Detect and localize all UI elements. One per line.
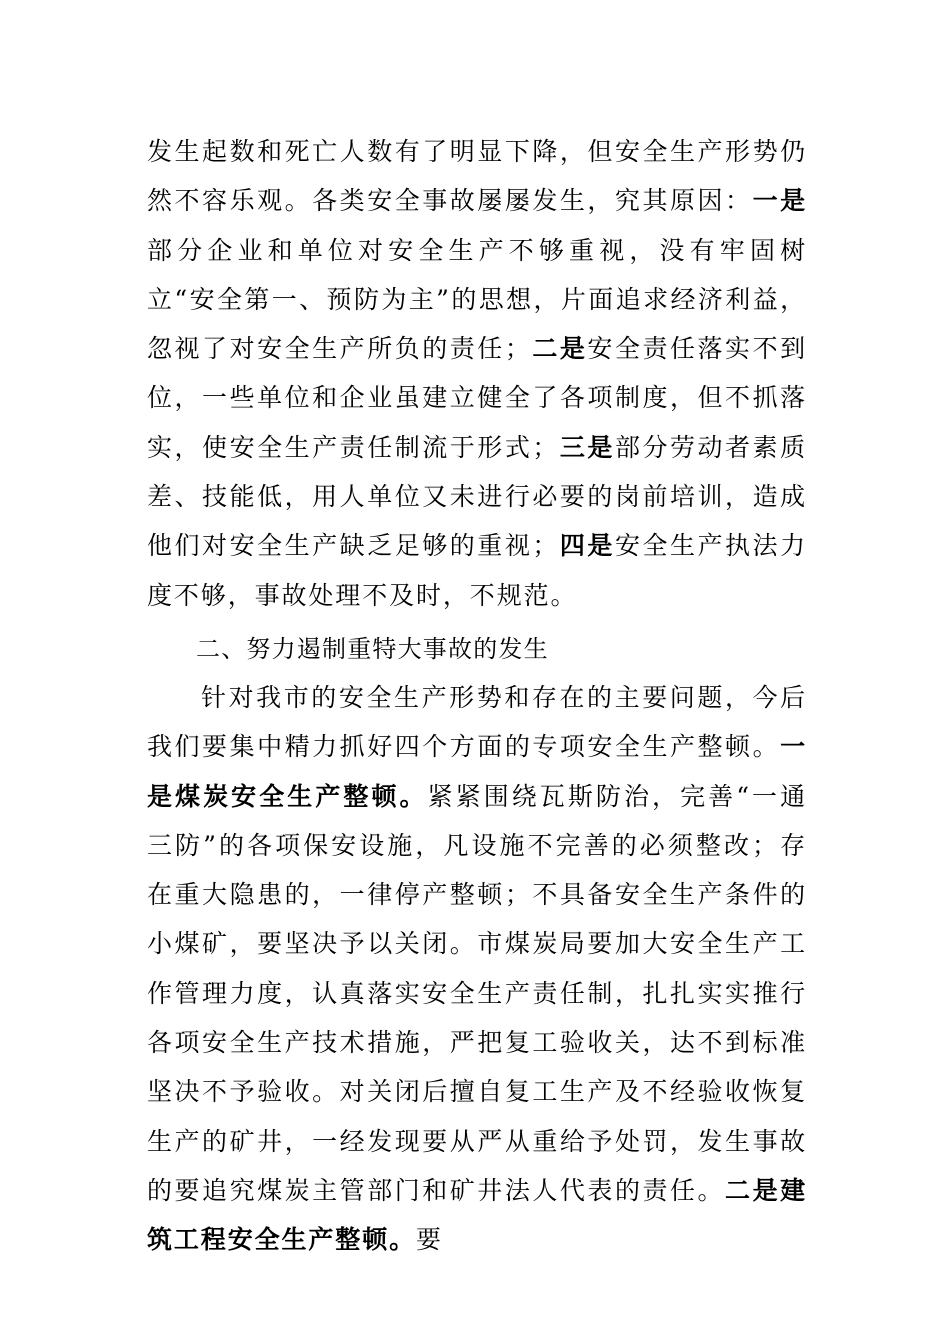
text-segment: 针对我市的安全生产形势和存在的主要问题，今后我们要集中精力抓好四个方面的专项安全生产整顿。 <box>147 683 807 762</box>
text-segment: 紧紧围绕瓦斯防治，完善“一通三防”的各项保安设施，凡设施不完善的必须整改；存在重大隐患的，一律停产整顿；不具备安全生产条件的小煤矿，要坚决予以关闭。市煤炭局要加大安全生产工作管理力度，认真落实安全生产责任制，扎扎实实推行各项安全生产技术措施，严把复工验收关，达不到标准坚决不予验收。对关闭后擅自复工生产及不经验收恢复生产的矿井，一经发现要从严从重给予处罚，发生事故的要追究煤炭主管部门和矿井法人代表的责任。 <box>147 781 807 1205</box>
text-segment: 部分企业和单位对安全生产不够重视，没有牢固树立“安全第一、预防为主”的思想，片面追求经济利益，忽视了对安全生产所负的责任； <box>147 235 807 364</box>
text-segment: 发生起数和死亡人数有了明显下降，但安全生产形势仍然不容乐观。各类安全事故屡屡发生，究其原因： <box>147 137 807 216</box>
bold-subheading: 一是煤炭安全生产整顿。 <box>147 732 807 811</box>
bold-subheading: 二是建筑工程安全生产整顿。 <box>147 1175 807 1255</box>
text-segment: 要 <box>416 1225 443 1255</box>
text-segment: 部分劳动者素质差、技能低，用人单位又未进行必要的岗前培训，造成他们对安全生产缺乏足够的重视； <box>147 432 807 561</box>
bold-marker: 一是 <box>752 186 807 216</box>
paragraph-causes <box>147 127 807 620</box>
paragraph-measures <box>147 673 807 1265</box>
bold-marker: 二是 <box>531 334 588 364</box>
bold-marker: 四是 <box>559 531 615 561</box>
bold-marker: 三是 <box>559 432 615 462</box>
text-segment: 安全责任落实不到位，一些单位和企业虽建立健全了各项制度，但不抓落实，使安全生产责任制流于形式； <box>147 334 807 462</box>
text-segment: 安全生产执法力度不够，事故处理不及时，不规范。 <box>147 531 807 610</box>
section-heading: 二、努力遏制重特大事故的发生 <box>196 635 549 663</box>
